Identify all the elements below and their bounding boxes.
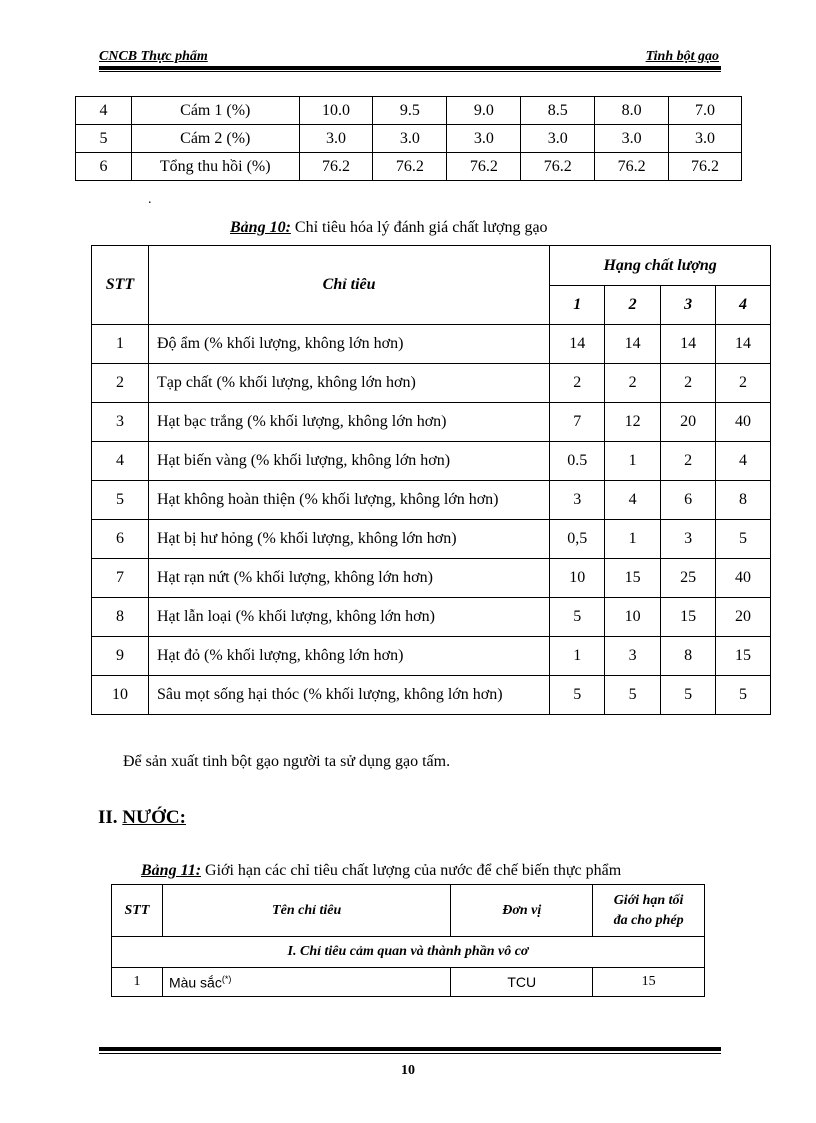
row-grade-value: 2 bbox=[550, 364, 605, 403]
row-value: 3.0 bbox=[521, 125, 595, 153]
table-row bbox=[76, 125, 742, 153]
row-value: 3.0 bbox=[595, 125, 669, 153]
row-criterion: Hạt rạn nứt (% khối lượng, không lớn hơn) bbox=[148, 559, 549, 598]
row-grade-value: 5 bbox=[550, 676, 605, 715]
row-grade-value: 8 bbox=[661, 637, 716, 676]
row-stt: 6 bbox=[92, 520, 149, 559]
row-criterion: Hạt bị hư hỏng (% khối lượng, không lớn hơn) bbox=[148, 520, 549, 559]
row-stt: 3 bbox=[92, 403, 149, 442]
row-value: 76.2 bbox=[521, 153, 595, 181]
row-criterion-name bbox=[162, 968, 450, 997]
row-value: 76.2 bbox=[299, 153, 373, 181]
table-11-caption bbox=[141, 862, 621, 880]
row-grade-value: 2 bbox=[661, 364, 716, 403]
row-value: 3.0 bbox=[373, 125, 447, 153]
header-grade-3: 3 bbox=[661, 286, 716, 325]
row-value: 76.2 bbox=[595, 153, 669, 181]
row-stt: 5 bbox=[76, 125, 132, 153]
table-11-caption-label: Bảng 11: bbox=[141, 862, 202, 879]
row-grade-value: 2 bbox=[716, 364, 771, 403]
table-10-caption-label: Bảng 10: bbox=[230, 219, 291, 236]
row-value: 10.0 bbox=[299, 97, 373, 125]
row-grade-value: 40 bbox=[716, 403, 771, 442]
row-stt: 4 bbox=[76, 97, 132, 125]
row-grade-value: 5 bbox=[605, 676, 661, 715]
row-stt: 6 bbox=[76, 153, 132, 181]
row-grade-value: 14 bbox=[716, 325, 771, 364]
row-grade-value: 7 bbox=[550, 403, 605, 442]
row-criterion: Hạt biến vàng (% khối lượng, không lớn hơn) bbox=[148, 442, 549, 481]
header-grade-1: 1 bbox=[550, 286, 605, 325]
table-row bbox=[76, 97, 742, 125]
row-grade-value: 5 bbox=[661, 676, 716, 715]
row-stt: 4 bbox=[92, 442, 149, 481]
table-row bbox=[76, 153, 742, 181]
row-value: 8.5 bbox=[521, 97, 595, 125]
table-row bbox=[92, 364, 771, 403]
row-grade-value: 5 bbox=[716, 676, 771, 715]
header-stt: STT bbox=[112, 885, 163, 937]
row-criterion: Hạt bạc trắng (% khối lượng, không lớn hơn) bbox=[148, 403, 549, 442]
row-grade-value: 5 bbox=[716, 520, 771, 559]
row-limit: 15 bbox=[593, 968, 705, 997]
table-row bbox=[92, 403, 771, 442]
table-10-rice-quality bbox=[91, 245, 771, 715]
row-grade-value: 0.5 bbox=[550, 442, 605, 481]
row-grade-value: 0,5 bbox=[550, 520, 605, 559]
header-grade-4: 4 bbox=[716, 286, 771, 325]
row-grade-value: 1 bbox=[550, 637, 605, 676]
header-criterion-name: Tên chỉ tiêu bbox=[162, 885, 450, 937]
row-criterion: Hạt không hoàn thiện (% khối lượng, không lớn hơn) bbox=[148, 481, 549, 520]
row-value: 8.0 bbox=[595, 97, 669, 125]
row-criterion: Tạp chất (% khối lượng, không lớn hơn) bbox=[148, 364, 549, 403]
row-grade-value: 12 bbox=[605, 403, 661, 442]
table-10-caption bbox=[230, 219, 548, 237]
group-row: I. Chỉ tiêu cảm quan và thành phần vô cơ bbox=[112, 937, 705, 968]
header-grade-2: 2 bbox=[605, 286, 661, 325]
row-unit: TCU bbox=[451, 968, 593, 997]
footnote-mark: (*) bbox=[221, 973, 232, 984]
row-criterion: Độ ẩm (% khối lượng, không lớn hơn) bbox=[148, 325, 549, 364]
body-paragraph: Để sản xuất tinh bột gạo người ta sử dụng gạo tấm. bbox=[123, 753, 451, 770]
row-grade-value: 2 bbox=[605, 364, 661, 403]
row-value: 3.0 bbox=[447, 125, 521, 153]
footer-rule-thin bbox=[99, 1053, 721, 1054]
row-grade-value: 3 bbox=[605, 637, 661, 676]
row-grade-value: 3 bbox=[550, 481, 605, 520]
section-number: II. bbox=[98, 807, 123, 828]
footer-rule bbox=[99, 1047, 721, 1051]
criterion-name-text: Màu sắc bbox=[168, 974, 222, 991]
row-name: Cám 1 (%) bbox=[131, 97, 299, 125]
header-quality-grade: Hạng chất lượng bbox=[550, 246, 771, 286]
header-max-limit-line2: đa cho phép bbox=[613, 912, 684, 928]
row-criterion: Hạt đỏ (% khối lượng, không lớn hơn) bbox=[148, 637, 549, 676]
row-name: Cám 2 (%) bbox=[131, 125, 299, 153]
row-value: 76.2 bbox=[373, 153, 447, 181]
row-value: 76.2 bbox=[447, 153, 521, 181]
row-grade-value: 14 bbox=[605, 325, 661, 364]
row-grade-value: 8 bbox=[716, 481, 771, 520]
row-grade-value: 14 bbox=[550, 325, 605, 364]
row-stt: 1 bbox=[92, 325, 149, 364]
row-grade-value: 15 bbox=[605, 559, 661, 598]
row-grade-value: 6 bbox=[661, 481, 716, 520]
row-grade-value: 15 bbox=[716, 637, 771, 676]
row-stt: 9 bbox=[92, 637, 149, 676]
table-row bbox=[92, 598, 771, 637]
row-grade-value: 1 bbox=[605, 520, 661, 559]
row-name: Tổng thu hồi (%) bbox=[131, 153, 299, 181]
row-grade-value: 3 bbox=[661, 520, 716, 559]
header-rule bbox=[99, 66, 721, 70]
row-grade-value: 10 bbox=[605, 598, 661, 637]
table-row bbox=[92, 442, 771, 481]
header-max-limit-line1: Giới hạn tối bbox=[613, 892, 684, 908]
section-heading bbox=[98, 807, 186, 829]
row-grade-value: 10 bbox=[550, 559, 605, 598]
table-10-caption-text: Chỉ tiêu hóa lý đánh giá chất lượng gạo bbox=[290, 219, 548, 236]
row-grade-value: 25 bbox=[661, 559, 716, 598]
row-value: 9.0 bbox=[447, 97, 521, 125]
table-11-caption-text: Giới hạn các chỉ tiêu chất lượng của nước để chế biến thực phẩm bbox=[201, 862, 622, 879]
header-criterion: Chỉ tiêu bbox=[148, 246, 549, 325]
header-rule-thin bbox=[99, 71, 721, 72]
row-criterion: Sâu mọt sống hại thóc (% khối lượng, không lớn hơn) bbox=[148, 676, 549, 715]
header-left-title: CNCB Thực phẩm bbox=[99, 49, 208, 64]
table-row bbox=[112, 968, 705, 997]
header-max-limit bbox=[593, 885, 705, 937]
row-grade-value: 40 bbox=[716, 559, 771, 598]
row-grade-value: 1 bbox=[605, 442, 661, 481]
row-stt: 8 bbox=[92, 598, 149, 637]
row-value: 76.2 bbox=[669, 153, 742, 181]
row-stt: 5 bbox=[92, 481, 149, 520]
row-stt: 10 bbox=[92, 676, 149, 715]
row-stt: 7 bbox=[92, 559, 149, 598]
row-criterion: Hạt lẫn loại (% khối lượng, không lớn hơn) bbox=[148, 598, 549, 637]
table-row bbox=[92, 676, 771, 715]
row-value: 3.0 bbox=[299, 125, 373, 153]
table-9-continued bbox=[75, 96, 742, 181]
row-grade-value: 14 bbox=[661, 325, 716, 364]
table-row bbox=[92, 637, 771, 676]
header-right-title: Tinh bột gạo bbox=[645, 49, 719, 64]
header-unit: Đơn vị bbox=[451, 885, 593, 937]
row-grade-value: 4 bbox=[605, 481, 661, 520]
row-grade-value: 15 bbox=[661, 598, 716, 637]
table-row bbox=[92, 559, 771, 598]
row-value: 3.0 bbox=[669, 125, 742, 153]
table-11-water-limits bbox=[111, 884, 705, 997]
row-value: 9.5 bbox=[373, 97, 447, 125]
row-grade-value: 20 bbox=[716, 598, 771, 637]
row-grade-value: 2 bbox=[661, 442, 716, 481]
header-stt: STT bbox=[92, 246, 149, 325]
row-stt: 1 bbox=[112, 968, 163, 997]
table-row bbox=[92, 325, 771, 364]
table-row bbox=[92, 520, 771, 559]
row-grade-value: 20 bbox=[661, 403, 716, 442]
row-value: 7.0 bbox=[669, 97, 742, 125]
table-row bbox=[92, 481, 771, 520]
row-grade-value: 4 bbox=[716, 442, 771, 481]
page-number: 10 bbox=[401, 1063, 415, 1078]
section-title: NƯỚC: bbox=[122, 807, 186, 828]
stray-dot: . bbox=[148, 192, 152, 207]
row-grade-value: 5 bbox=[550, 598, 605, 637]
row-stt: 2 bbox=[92, 364, 149, 403]
